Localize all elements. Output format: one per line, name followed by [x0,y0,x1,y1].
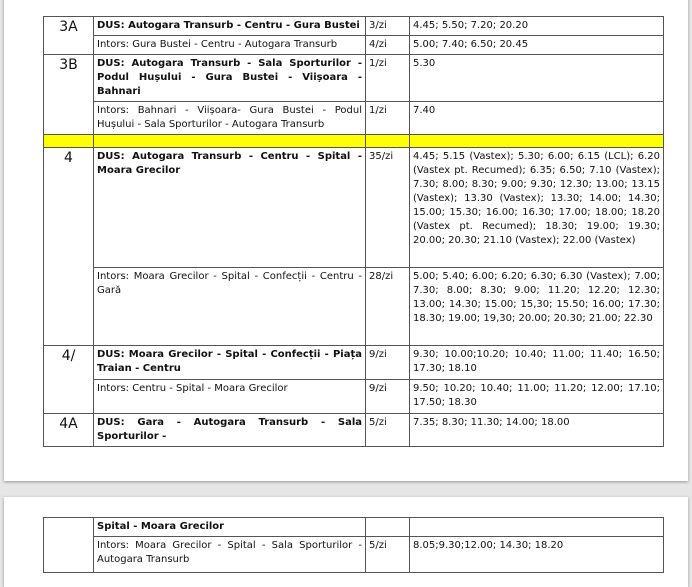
route-outbound: DUS: Autogara Transurb - Centru - Gura Bustei [94,17,366,36]
departure-times: 4.45; 5.15 (Vastex); 5.30; 6.00; 6.15 (LCL); 6.20 (Vastex pt. Recumed); 6.35; 6.50; 7.10 (Vastex); 7.30; 8.00; 8.30; 9.00; 9.30; 12.30; 13.00; 13.15 (Vastex); 13.30 (Vastex); 13.30; 14.00; 14.30; 15.00; 15.30; 16.00; 16.30; 17.00; 18.00; 18.20 (Vastex pt. Recumed); 18.30; 19.00; 19.30; 20.00; 20.30; 21.10 (Vastex); 22.00 (Vastex) [410,148,664,268]
table-row [44,537,664,573]
frequency: 5/zi [366,537,410,573]
line-number-4-slash: 4/ [44,346,94,414]
frequency: 28/zi [366,268,410,346]
frequency: 5/zi [366,414,410,447]
departure-times [410,518,664,537]
table-row [44,346,664,380]
route-return: Intors: Centru - Spital - Moara Grecilor [94,380,366,414]
table-row [44,55,664,102]
departure-times: 8.05;9.30;12.00; 14.30; 18.20 [410,537,664,573]
frequency [366,518,410,537]
route-return: Intors: Moara Grecilor - Spital - Confecții - Centru - Gară [94,268,366,346]
frequency: 35/zi [366,148,410,268]
highlight-separator-row [44,135,664,148]
document-page-1 [4,0,688,481]
frequency: 9/zi [366,346,410,380]
line-number-3b: 3B [44,55,94,135]
route-outbound: DUS: Autogara Transurb - Centru - Spital - Moara Grecilor [94,148,366,268]
table-row [44,268,664,346]
frequency: 4/zi [366,36,410,55]
route-outbound: DUS: Moara Grecilor - Spital - Confecții - Piața Traian - Centru [94,346,366,380]
departure-times: 9.50; 10.20; 10.40; 11.00; 11.20; 12.00; 17.10; 17.50; 18.30 [410,380,664,414]
line-number [44,518,94,573]
bus-schedule-table-continued [43,517,664,573]
departure-times: 5.30 [410,55,664,102]
table-row [44,36,664,55]
frequency: 3/zi [366,17,410,36]
departure-times: 5.00; 5.40; 6.00; 6.20; 6.30; 6.30 (Vastex); 7.00; 7.30; 8.00; 8.30; 9.00; 11.20; 12.20; 12.30; 13.00; 14.30; 15.00; 15,30; 15.50; 16.00; 17.30; 18.30; 19.00; 19,30; 20.00; 20.30; 21.00; 22.30 [410,268,664,346]
route-return: Intors: Bahnari - Viișoara- Gura Bustei - Podul Hușului - Sala Sporturilor - Autogara Transurb [94,102,366,135]
table-row [44,414,664,447]
departure-times: 5.00; 7.40; 6.50; 20.45 [410,36,664,55]
table-row [44,518,664,537]
departure-times: 7.40 [410,102,664,135]
frequency: 1/zi [366,55,410,102]
route-return: Intors: Moara Grecilor - Spital - Sala Sporturilor - Autogara Transurb [94,537,366,573]
route-outbound: DUS: Autogara Transurb - Sala Sporturilor - Podul Hușului - Gura Bustei - Viișoara - Bahnari [94,55,366,102]
line-number-4: 4 [44,148,94,346]
bus-schedule-table [43,16,664,447]
frequency: 9/zi [366,380,410,414]
route-outbound-continued: Spital - Moara Grecilor [94,518,366,537]
route-outbound: DUS: Gara - Autogara Transurb - Sala Sporturilor - [94,414,366,447]
table-row [44,380,664,414]
table-row [44,102,664,135]
departure-times: 9.30; 10.00;10.20; 10.40; 11.00; 11.40; 16.50; 17.30; 18.10 [410,346,664,380]
line-number-4a: 4A [44,414,94,447]
line-number-3a: 3A [44,17,94,55]
table-row [44,148,664,268]
departure-times: 7.35; 8.30; 11.30; 14.00; 18.00 [410,414,664,447]
frequency: 1/zi [366,102,410,135]
route-return: Intors: Gura Bustei - Centru - Autogara Transurb [94,36,366,55]
table-row [44,17,664,36]
departure-times: 4.45; 5.50; 7.20; 20.20 [410,17,664,36]
